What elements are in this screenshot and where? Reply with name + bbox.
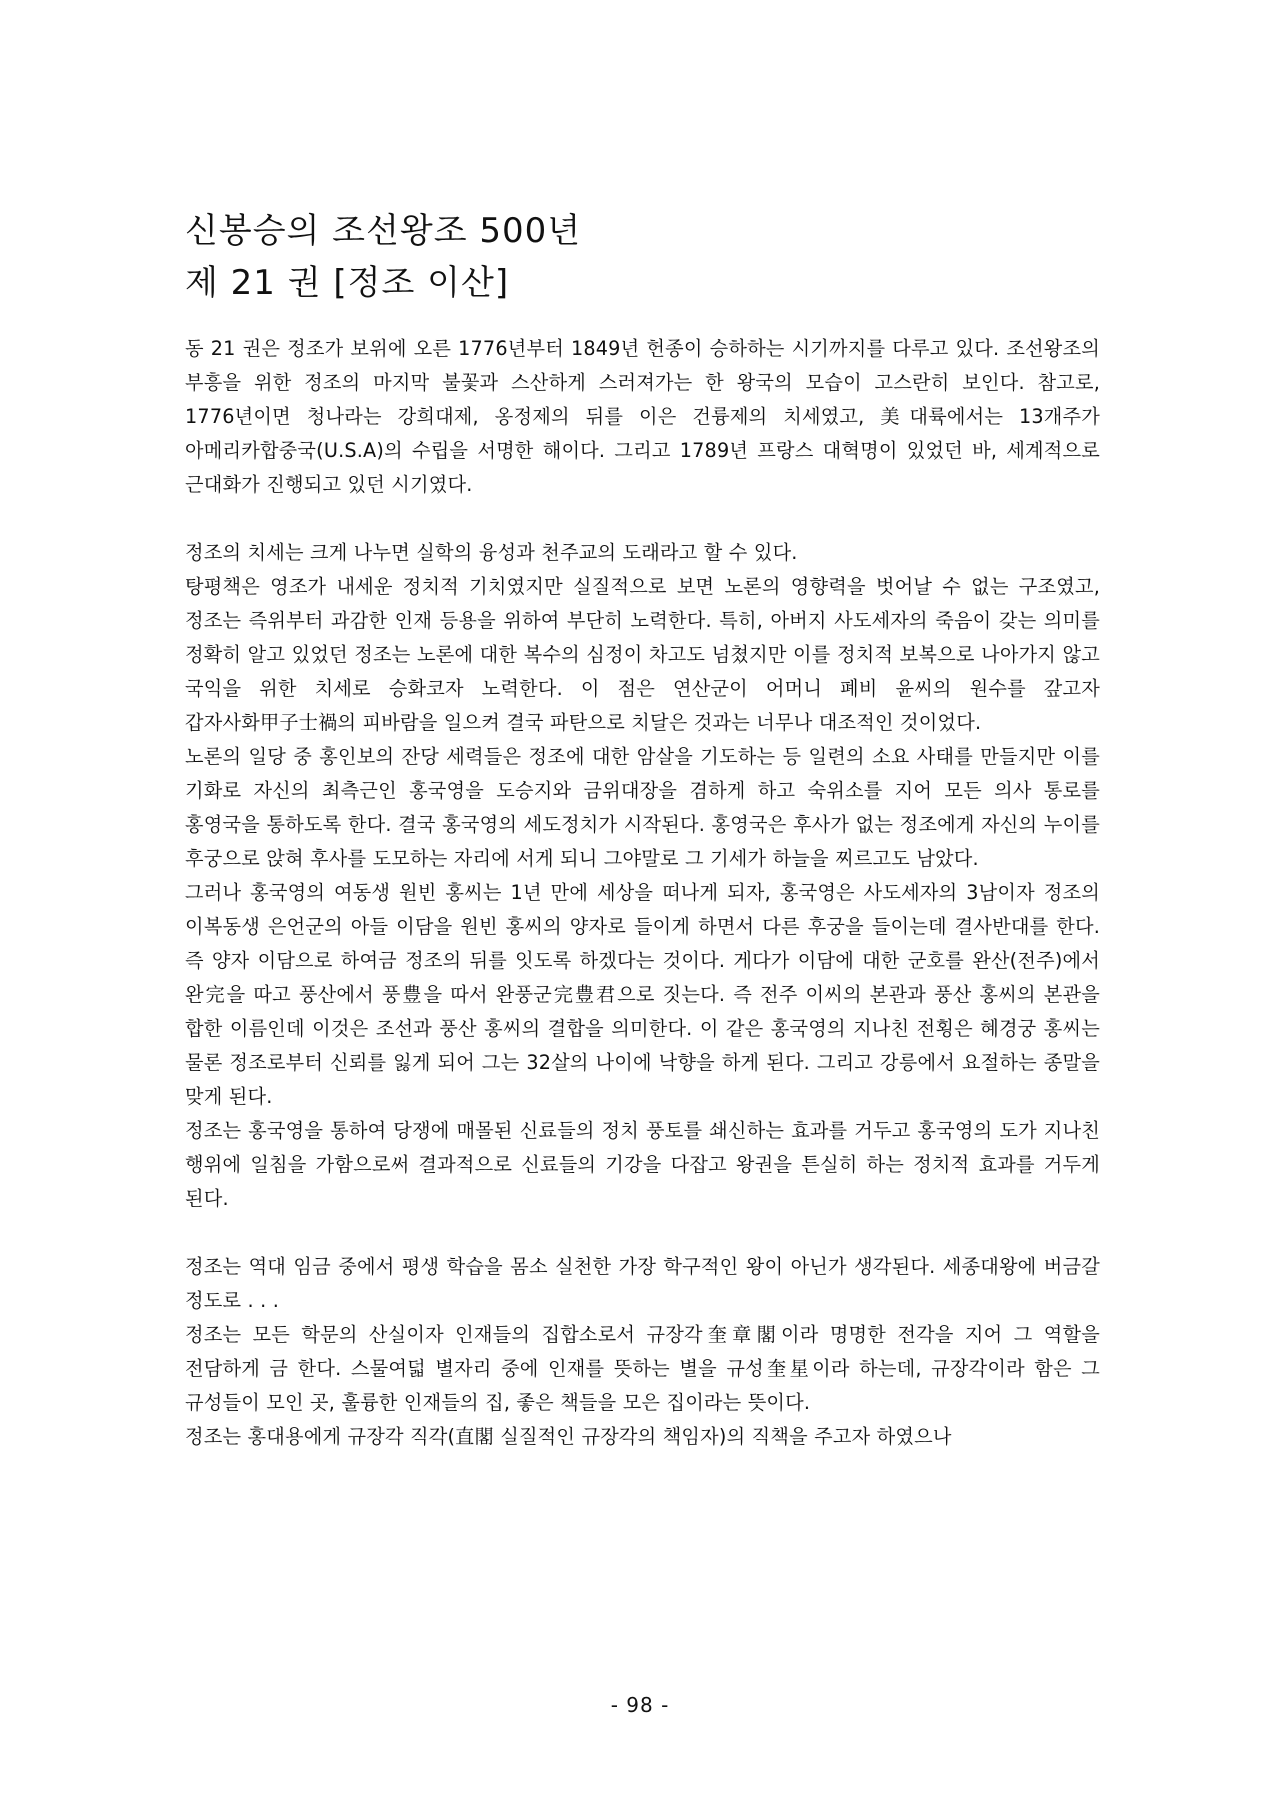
paragraph: 정조는 역대 임금 중에서 평생 학습을 몸소 실천한 가장 학구적인 왕이 아닌가 생각된다. 세종대왕에 버금갈 정도로 . . . (185, 1255, 1100, 1312)
page-number: - 98 - (610, 1693, 670, 1717)
body-text (185, 332, 1100, 1454)
title-block (185, 205, 1105, 309)
paragraph: 그러나 홍국영의 여동생 원빈 홍씨는 1년 만에 세상을 떠나게 되자, 홍국영은 사도세자의 3남이자 정조의 이복동생 은언군의 아들 이담을 원빈 홍씨의 양자로 들이게 하면서 다른 후궁을 들이는데 결사반대를 한다. 즉 양자 이담으로 하여금 정조의 뒤를 잇도록 하겠다는 것이다. 게다가 이담에 대한 군호를 완산(전주)에서 완完을 따고 풍산에서 풍豊을 따서 완풍군完豊君으로 짓는다. 즉 전주 이씨의 본관과 풍산 홍씨의 본관을 합한 이름인데 이것은 조선과 풍산 홍씨의 결합을 의미한다. 이 같은 홍국영의 지나친 전횡은 혜경궁 홍씨는 물론 정조로부터 신뢰를 잃게 되어 그는 32살의 나이에 낙향을 하게 된다. 그리고 강릉에서 요절하는 종말을 맞게 된다. (185, 881, 1100, 1108)
paragraph-gap (185, 502, 1100, 536)
paragraph: 정조는 홍국영을 통하여 당쟁에 매몰된 신료들의 정치 풍토를 쇄신하는 효과를 거두고 홍국영의 도가 지나친 행위에 일침을 가함으로써 결과적으로 신료들의 기강을 다잡고 왕권을 튼실히 하는 정치적 효과를 거두게 된다. (185, 1119, 1100, 1210)
volume-title: 제 21 권 [정조 이산] (185, 263, 510, 303)
paragraph-intro: 동 21 권은 정조가 보위에 오른 1776년부터 1849년 헌종이 승하하는 시기까지를 다루고 있다. 조선왕조의 부흥을 위한 정조의 마지막 불꽃과 스산하게 스러져가는 한 왕국의 모습이 고스란히 보인다. 참고로, 1776년이면 청나라는 강희대제, 옹정제의 뒤를 이은 건륭제의 치세였고, 美대륙에서는 13개주가 아메리카합중국(U.S.A)의 수립을 서명한 해이다. 그리고 1789년 프랑스 대혁명이 있었던 바, 세계적으로 근대화가 진행되고 있던 시기였다. (185, 337, 1100, 496)
paragraph: 정조는 홍대용에게 규장각 직각(直閣 실질적인 규장각의 책임자)의 직책을 주고자 하였으나 (185, 1425, 952, 1448)
paragraph: 탕평책은 영조가 내세운 정치적 기치였지만 실질적으로 보면 노론의 영향력을 벗어날 수 없는 구조였고, 정조는 즉위부터 과감한 인재 등용을 위하여 부단히 노력한다. 특히, 아버지 사도세자의 죽음이 갖는 의미를 정확히 알고 있었던 정조는 노론에 대한 복수의 심정이 차고도 넘쳤지만 이를 정치적 보복으로 나아가지 않고 국익을 위한 치세로 승화코자 노력한다. 이 점은 연산군이 어머니 폐비 윤씨의 원수를 갚고자 갑자사화甲子士禍의 피바람을 일으켜 결국 파탄으로 치달은 것과는 너무나 대조적인 것이었다. (185, 575, 1100, 734)
paragraph: 노론의 일당 중 홍인보의 잔당 세력들은 정조에 대한 암살을 기도하는 등 일련의 소요 사태를 만들지만 이를 기화로 자신의 최측근인 홍국영을 도승지와 금위대장을 겸하게 하고 숙위소를 지어 모든 의사 통로를 홍영국을 통하도록 한다. 결국 홍국영의 세도정치가 시작된다. 홍영국은 후사가 없는 정조에게 자신의 누이를 후궁으로 앉혀 후사를 도모하는 자리에 서게 되니 그야말로 그 기세가 하늘을 찌르고도 남았다. (185, 745, 1100, 870)
paragraph: 정조의 치세는 크게 나누면 실학의 융성과 천주교의 도래라고 할 수 있다. (185, 541, 798, 564)
paragraph: 정조는 모든 학문의 산실이자 인재들의 집합소로서 규장각奎章閣이라 명명한 전각을 지어 그 역할을 전담하게 금 한다. 스물여덟 별자리 중에 인재를 뜻하는 별을 규성奎星이라 하는데, 규장각이라 함은 그 규성들이 모인 곳, 훌륭한 인재들의 집, 좋은 책들을 모은 집이라는 뜻이다. (185, 1323, 1100, 1414)
paragraph-gap (185, 1216, 1100, 1250)
book-title: 신봉승의 조선왕조 500년 (185, 211, 582, 251)
